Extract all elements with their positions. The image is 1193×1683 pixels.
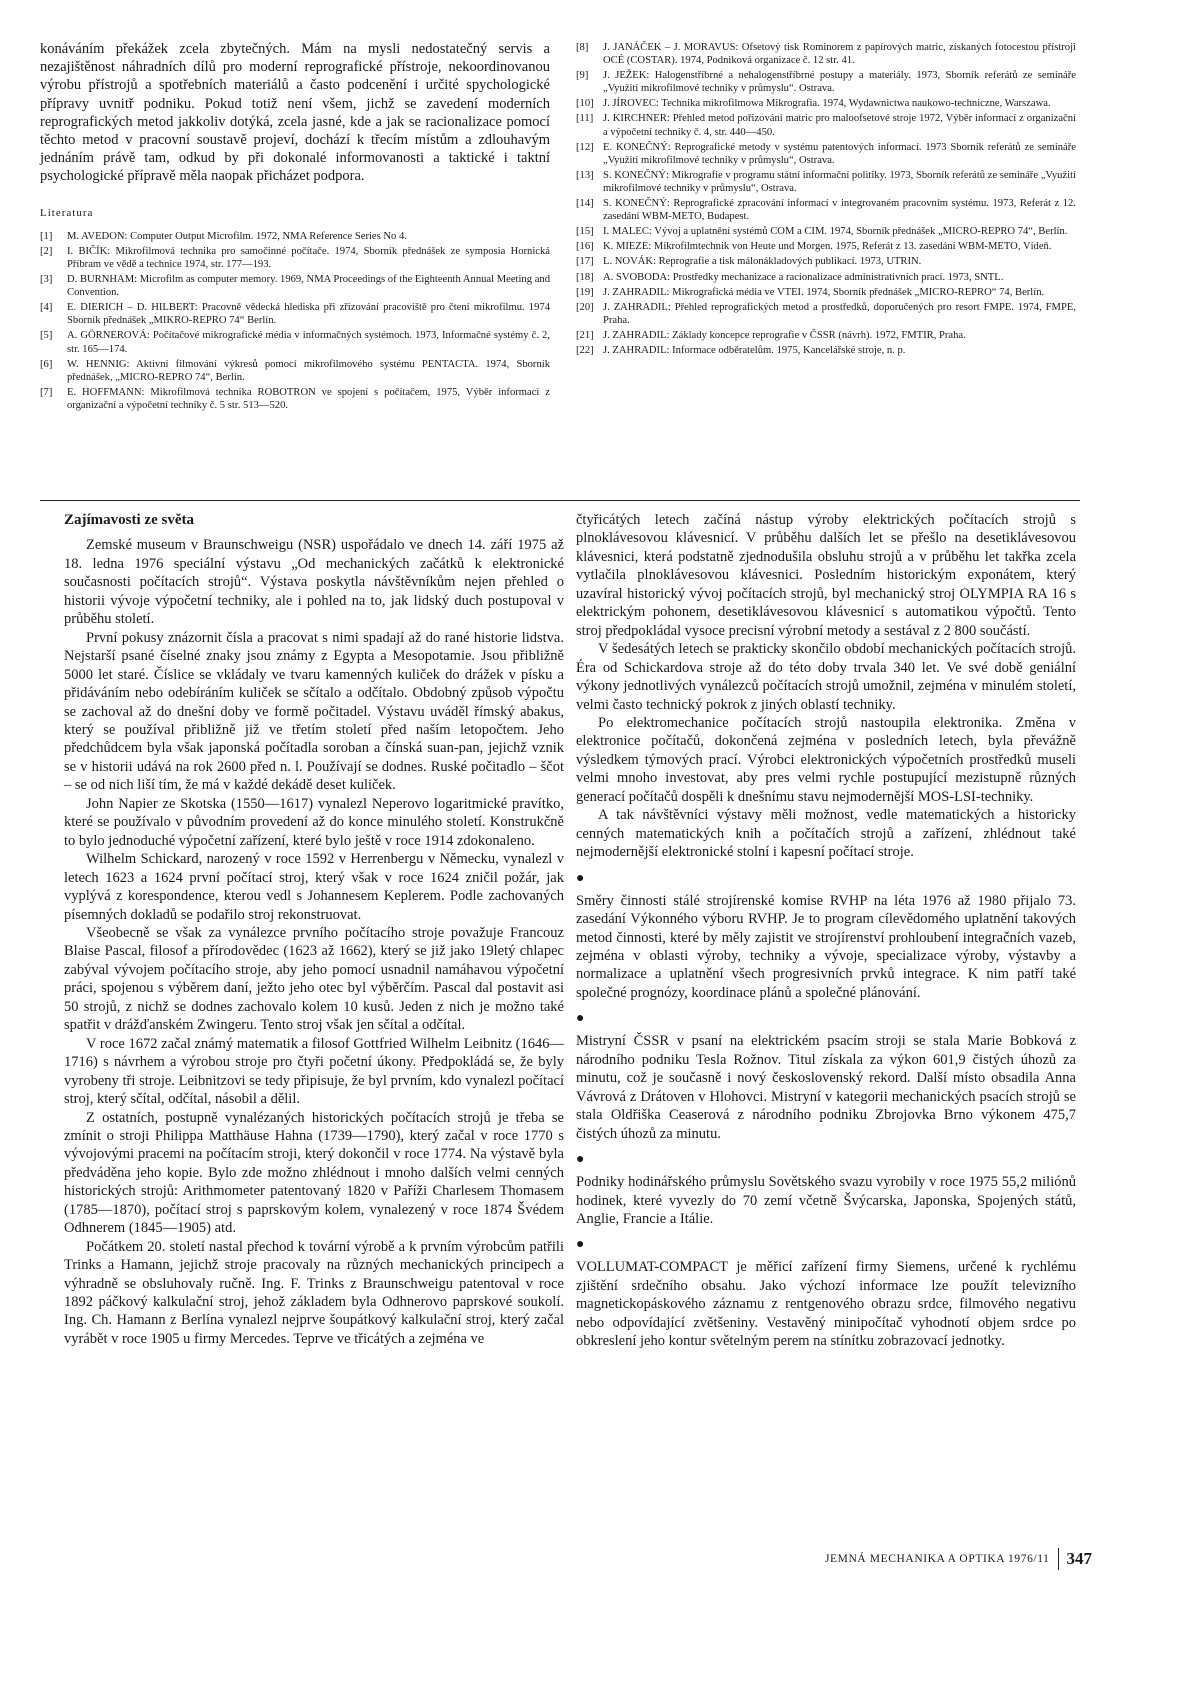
article-paragraph: Zemské museum v Braunschweigu (NSR) uspořádalo ve dnech 14. září 1975 až 18. ledna 1976 speciální výstavu „Od mechanických začátků k elektronické současnosti počítacích strojů“. Výstava poskytla návštěvníkům nejen přehled o historii vývoje výpočetní techniky, ale i pohled na to, jak lidský duch postupoval v průběhu století.	[64, 537, 564, 628]
bullet-icon: ●	[576, 870, 585, 886]
article-paragraph: A tak návštěvníci výstavy měli možnost, vedle matematických a historicky cenných matematických knih a počítačích strojů a zařízení, zhlédnout také nejmodernější elektronické stolní i kapesní počítací stroje.	[576, 807, 1076, 861]
news-item: VOLLUMAT-COMPACT je měřicí zařízení firmy Siemens, určené k rychlému zjištění srdečního obsahu. Jako výchozí informace lze použít televizního magnetickopáskového záznamu z rentgenového obrazu srdce, filmového negativu nebo odpovídající zvětšeniny. Vestavěný minipočítač vyhodnotí objem srdce po obkreslení jeho kontur světelným perem na stínítku zobrazovací jednotky.	[576, 1259, 1076, 1350]
news-item: Mistryní ČSSR v psaní na elektrickém psacím stroji se stala Marie Bobková z národního podniku Tesla Rožnov. Titul získala za výkon 601,9 čistých úhozů za minutu, což je současně i nový československý rekord. Další místo obsadila Anna Vávrová z Drátoven v Hlohovci. Mistryní v kategorii mechanických psacích strojů se stala Oldřiška Ceaserová z národního podniku Zbrojovka Brno výkonem 475,7 čistých úhozů za minutu.	[576, 1033, 1076, 1142]
section-title: Zajímavosti ze světa	[64, 512, 194, 528]
article-paragraph: John Napier ze Skotska (1550—1617) vynalezl Neperovo logaritmické pravítko, které se používalo v původním provedení až do konce minulého století. Konstrukčně to bylo jednoduché výpočetní zařízení, které bylo ještě v roce 1914 zdokonaleno.	[64, 795, 564, 849]
article-left-column	[64, 511, 564, 1348]
article-paragraph: Všeobecně se však za vynálezce prvního počítacího stroje považuje Francouz Blaise Pascal, filosof a přírodovědec (1623 až 1662), který se již jako 19letý chlapec zabýval vývojem počítacího stroje, aby jeho pomocí usnadnil namáhavou výpočetní práci, spojenou s výběrem daní, ježto jeho otec byl výběrčím. Pascal dal postavit asi 50 strojů, z nichž se dodnes zachovalo kolem 10 kusů. Jeden z nich je možno také spatřit v drážďanském Zwingeru. Tento stroj však jen sčítal a odčítal.	[64, 924, 564, 1034]
reference-list-left	[40, 230, 550, 412]
reference-item: [14] S. KONEČNÝ: Reprografické zpracování informací v integrovaném pracovním systému. 1973, Referát z 12. zasedání WBM-METO, Budapest.	[576, 198, 1076, 223]
journal-name: JEMNÁ MECHANIKA A OPTIKA 1976/11	[824, 1553, 1050, 1565]
reference-item: [13] S. KONEČNÝ: Mikrografie v programu státní informační politiky. 1973, Sborník referátů ze semináře „Využití mikrofilmové techniky v průmyslu“, Ostrava.	[576, 169, 1076, 194]
reference-item: [5] A. GÖRNEROVÁ: Počítačové mikrografické média v informačných systémoch. 1973, Informačné systémy č. 2, str. 165—174.	[40, 330, 550, 355]
top-left-column	[40, 40, 550, 414]
reference-item: [8] J. JANÁČEK – J. MORAVUS: Ofsetový tisk Rominorem z papírových matric, získaných fotocestou přístroji OCÉ (COSTAR). 1974, Podniková organizace č. 12 str. 41.	[576, 42, 1076, 67]
article-right-column	[576, 511, 1076, 1351]
literature-heading: Literatura	[40, 206, 94, 219]
section-divider	[40, 500, 1080, 501]
bullet-icon: ●	[576, 1011, 585, 1027]
reference-item: [10] J. JÍROVEC: Technika mikrofilmowa Mikrografia. 1974, Wydawnictwa naukowo-techniczne, Warszawa.	[576, 98, 1051, 110]
news-item: Podniky hodinářského průmyslu Sovětského svazu vyrobily v roce 1975 55,2 miliónů hodinek, které vyvezly do 70 zemí včetně Švýcarska, Japonska, Spojených států, Anglie, Francie a Itálie.	[576, 1174, 1076, 1227]
page-footer	[772, 1546, 1092, 1572]
reference-item: [9] J. JEŽEK: Halogenstříbrné a nehalogenstříbrné postupy a materiály. 1973, Sborník referátů ze semináře „Využití mikrofilmové techniky v průmyslu“. Ostrava.	[576, 70, 1076, 95]
reference-item: [22] J. ZAHRADIL: Informace odběratelům. 1975, Kancelářské stroje, n. p.	[576, 344, 906, 356]
article-paragraph: Počátkem 20. století nastal přechod k tovární výrobě a k prvním výrobcům patřili Trinks a Hamann, jejichž stroje pracovaly na různých mechanických principech a výhradně se obsluhovaly ručně. Ing. F. Trinks z Braunschweigu patentoval v roce 1892 páčkový kalkulační stroj, jehož základem byla Odhnerovo paprskové soukolí. Ing. Ch. Hamann z Berlína vynalezl nejprve šoupátkový kalkulační stroj, který začal vyrábět v roce 1905 u firmy Mercedes. Teprve ve třicátých a zejména ve	[64, 1238, 564, 1347]
article-paragraph: Wilhelm Schickard, narozený v roce 1592 v Herrenbergu v Německu, vynalezl v letech 1623 a 1624 první počítací stroj, který však v roce 1624 zničil požár, jak vyplývá z korespondence, kterou vedl s Johannesem Keplerem. Podle zachovaných písemných dokladů se podařilo stroj rekonstruovat.	[64, 851, 564, 923]
footer-divider	[1058, 1548, 1059, 1570]
article-paragraph: Po elektromechanice počítacích strojů nastoupila elektronika. Změna v elektronice počítačů, dokončená zejména v posledních letech, byla převážně výsledkem týmových prací. Výrobci elektronických výpočetních prostředků museli velmi mnoho investovat, aby pres velmi rychle postupující mezistupně různých generací počítačů dospěli k dnešnímu stavu nejmodernější MOS-LSI-techniky.	[576, 714, 1076, 805]
article-paragraph: Z ostatních, postupně vynalézaných historických počítacích strojů je třeba se zmínit o stroji Philippa Matthäuse Hahna (1739—1790), který začal v roce 1770 s vývojovými pracemi na počítacím stroji, který dokončil v roce 1774. Na výstavě byla předváděna jeho kopie. Bylo zde možno zhlédnout i mnoho dalších velmi cenných historických strojů: Arithmometer patentovaný 1820 v Paříži Charlesem Thomasem (1785—1870), počítací stroj s paprskovým kolem, vynalezený v roce 1874 Švédem Odhnerem (1845—1905) atd.	[64, 1109, 564, 1237]
reference-item: [2] I. BIČÍK: Mikrofilmová technika pro samočinné počítače. 1974, Sborník přednášek ze symposia Hornická Příbram ve vědě a technice 1974, str. 177—193.	[40, 245, 550, 271]
reference-item: [11] J. KIRCHNER: Přehled metod pořizování matric pro maloofsetové stroje 1972, Výběr informací z organizační a výpočetní techniky č. 4, str. 440—450.	[576, 113, 1076, 138]
article-paragraph: První pokusy znázornit čísla a pracovat s nimi spadají až do rané historie lidstva. Nejstarší psané číselné znaky jsou známy z Egypta a Mesopotamie. Jsou přibližně 5000 let staré. Číslice se vkládaly ve tvaru kamenných kuliček do drážek v písku a přidáváním nebo odebíráním kuliček se sčítalo a odčítalo. Obdobný způsob výpočtu se zachoval až do dnešní doby ve formě počitadel. Výstavu uváděl římský abakus, který se používal přibližně již ve třetím století před naším letopočtem. Jeho předchůdcem byla však japonská počítadla soroban a čínská suan-pan, jejichž vznik se v historii udává na rok 2600 před n. l. Používají se dodnes. Ruské počitadlo – ščot – se od nich liší tím, že má v každé dekádě deset kuliček.	[64, 629, 564, 794]
bullet-icon: ●	[576, 1152, 585, 1168]
reference-item: [12] E. KONEČNÝ: Reprografické metody v systému patentových informací. 1973 Sborník referátů ze semináře „Využití mikrofilmové techniky v průmyslu“, Ostrava.	[576, 141, 1076, 166]
reference-item: [3] D. BURNHAM: Microfilm as computer memory. 1969, NMA Proceedings of the Eighteenth Annual Meeting and Convention.	[40, 274, 550, 299]
reference-item: [4] E. DIERICH – D. HILBERT: Pracovně vědecká hlediska při zřizování pracoviště pro čtení mikrofilmu. 1974 Sborník přednášek „MIKRO-REPRO 74“ Berlín.	[40, 302, 550, 327]
reference-item: [19] J. ZAHRADIL: Mikrografická média ve VTEI. 1974, Sborník přednášek „MICRO-REPRO“ 74, Berlín.	[576, 286, 1045, 298]
reference-item: [20] J. ZAHRADIL: Přehled reprografických metod a prostředků, doporučených pro resort FMPE. 1974, FMPE, Praha.	[576, 301, 1076, 326]
reference-item: [1] M. AVEDON: Computer Output Microfilm. 1972, NMA Reference Series No 4.	[40, 230, 407, 242]
reference-item: [17] L. NOVÁK: Reprografie a tisk málonákladových publikací. 1973, UTRIN.	[576, 256, 922, 268]
reference-item: [18] A. SVOBODA: Prostředky mechanizace a racionalizace administrativních prací. 1973, SNTL.	[576, 271, 1004, 283]
reference-item: [15] I. MALEC: Vývoj a uplatnění systémů COM a CIM. 1974, Sborník přednášek „MICRO-REPRO 74“, Berlín.	[576, 226, 1068, 238]
reference-item: [21] J. ZAHRADIL: Základy koncepce reprografie v ČSSR (návrh). 1972, FMTIR, Praha.	[576, 329, 966, 341]
bullet-icon: ●	[576, 1237, 585, 1253]
intro-paragraph: konáváním překážek zcela zbytečných. Mám na mysli nedostatečný servis a nezajištěnost náhradních dílů pro moderní reprografické přístroje, nekoordinovanou výrobu přístrojů a spotřebních materiálů a často podcenění i určité spychologické přípravy uvnitř podniku. Pokud totiž není všem, jichž se zavedení moderních reprografických metod jakkoliv dotýká, zcela jasné, kde a jak se racionalizace pomocí těchto metod v pracovní soustavě projeví, dochází k třecím místům a zdlouhavým jednáním právě tam, odkud by při dokonalé informovanosti a taktické i taktní psychologické přípravě měla naopak přicházet podpora.	[40, 41, 550, 185]
reference-list-right	[576, 41, 1076, 357]
page-number: 347	[1066, 1549, 1092, 1568]
reference-item: [7] E. HOFFMANN: Mikrofilmová technika ROBOTRON ve spojení s počítačem, 1975, Výběr informací z organizační a výpočetní techniky č. 5 str. 513—520.	[40, 386, 550, 411]
news-item: Směry činnosti stálé strojírenské komise RVHP na léta 1976 až 1980 přijalo 73. zasedání Výkonného výboru RVHP. Je to program cílevědomého uplatnění takových metod činnosti, které by měly zajistit ve strojírenství prohloubení integračních vazeb, zejména v oblasti výroby, techniky a vývoje, specializace výroby, výstavby a normalizace a uplatnění všech progresivních prvků integrace. K nim patří také společné prognózy, koordinace plánů a společné plánování.	[576, 892, 1076, 1001]
reference-item: [6] W. HENNIG: Aktivní filmování výkresů pomocí mikrofilmového systému PENTACTA. 1974, Sborník přednášek, „MICRO-REPRO 74“, Berlín.	[40, 358, 550, 383]
article-paragraph: V šedesátých letech se prakticky skončilo období mechanických počítacích strojů. Éra od Schickardova stroje až do této doby trvala 340 let. Ve své době geniální výkony jednotlivých vynálezců počítacích strojů umožnil, zejména v minulém století, velmi často technický pokrok z jiných oblastí techniky.	[576, 641, 1076, 713]
article-paragraph: čtyřicátých letech začíná nástup výroby elektrických počítacích strojů s plnoklávesovou klávesnicí. V průběhu dalších let se přešlo na desetiklávesovou klávesnici, která podstatně zjednodušila obsluhu strojů a v průběhu let takřka zcela vytlačila plnoklávesovou klávesnici. Posledním historickým exponátem, který uzavíral historický vývoj počítacích strojů, byl mechanický stroj OLYMPIA RA 16 s elektrickým pohonem, desetiklávesovou klávesnicí s automatikou výpočtů. Tento stroj předpokládal vysoce precisní výrobní metody a sestával z 2 800 součástí.	[576, 512, 1076, 639]
reference-item: [16] K. MIEZE: Mikrofilmtechnik von Heute und Morgen. 1975, Referát z 13. zasedání WBM-METO, Vídeň.	[576, 241, 1052, 253]
top-right-column	[576, 41, 1076, 359]
article-paragraph: V roce 1672 začal známý matematik a filosof Gottfried Wilhelm Leibnitz (1646—1716) s návrhem a výrobou stroje pro čtyři početní úkony. Předpokládá se, že byly vyrobeny tři stroje. Leibnitzovi se tedy připisuje, že byl prvním, kdo vynalezl počítací stroj, který sčítal, odčítal, násobil a dělil.	[64, 1035, 564, 1108]
